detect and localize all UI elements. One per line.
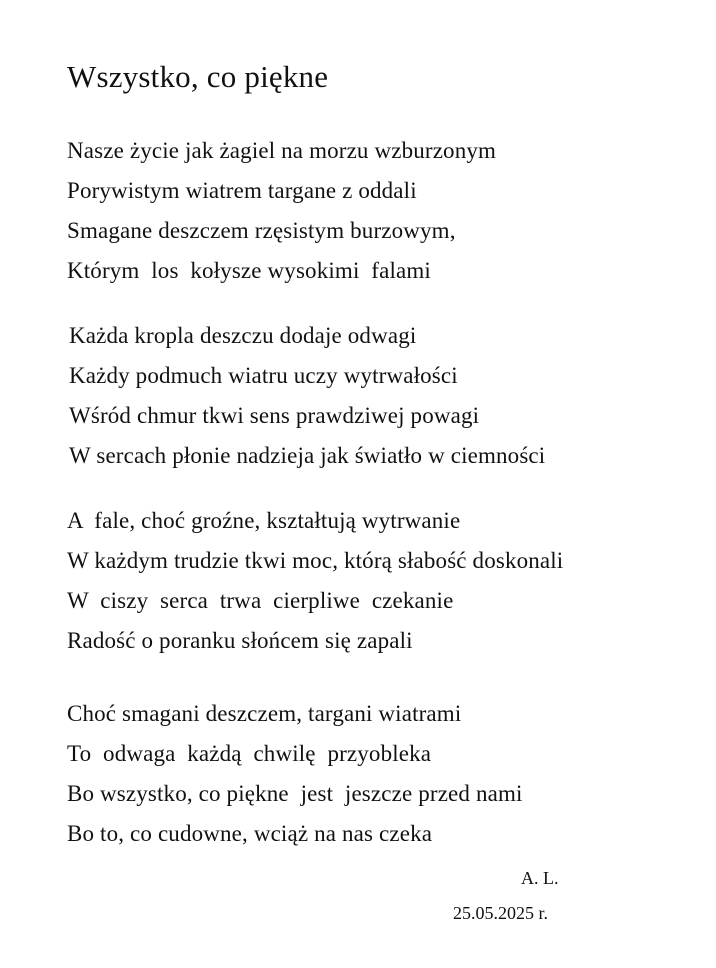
poem-line: Którym los kołysze wysokimi falami xyxy=(67,258,431,283)
poem-line: A fale, choć groźne, kształtują wytrwanie xyxy=(67,508,461,533)
poem-line: Porywistym wiatrem targane z oddali xyxy=(67,178,417,203)
poem-date: 25.05.2025 r. xyxy=(453,903,549,923)
poem-line: Każda kropla deszczu dodaje odwagi xyxy=(69,323,417,348)
poem-title: Wszystko, co piękne xyxy=(67,59,329,94)
stanza-3 xyxy=(67,506,563,656)
poem-line: Choć smagani deszczem, targani wiatrami xyxy=(67,701,462,726)
stanza-4 xyxy=(67,699,523,849)
author-signature: A. L. xyxy=(521,868,559,888)
poem-line: Nasze życie jak żagiel na morzu wzburzonym xyxy=(67,138,497,163)
poem-line: To odwaga każdą chwilę przyobleka xyxy=(67,741,432,766)
stanza-1 xyxy=(67,136,496,286)
poem-line: W sercach płonie nadzieja jak światło w ciemności xyxy=(69,443,546,468)
poem-line: Bo to, co cudowne, wciąż na nas czeka xyxy=(67,821,433,846)
poem-line: Każdy podmuch wiatru uczy wytrwałości xyxy=(69,363,458,388)
poem-line: Wśród chmur tkwi sens prawdziwej powagi xyxy=(69,403,480,428)
poem-line: W każdym trudzie tkwi moc, którą słabość doskonali xyxy=(67,548,564,573)
poem-line: Smagane deszczem rzęsistym burzowym, xyxy=(67,218,456,243)
poem-line: Bo wszystko, co piękne jest jeszcze przed nami xyxy=(67,781,523,806)
poem-line: Radość o poranku słońcem się zapali xyxy=(67,628,413,653)
stanza-2 xyxy=(69,321,545,471)
poem-line: W ciszy serca trwa cierpliwe czekanie xyxy=(67,588,454,613)
